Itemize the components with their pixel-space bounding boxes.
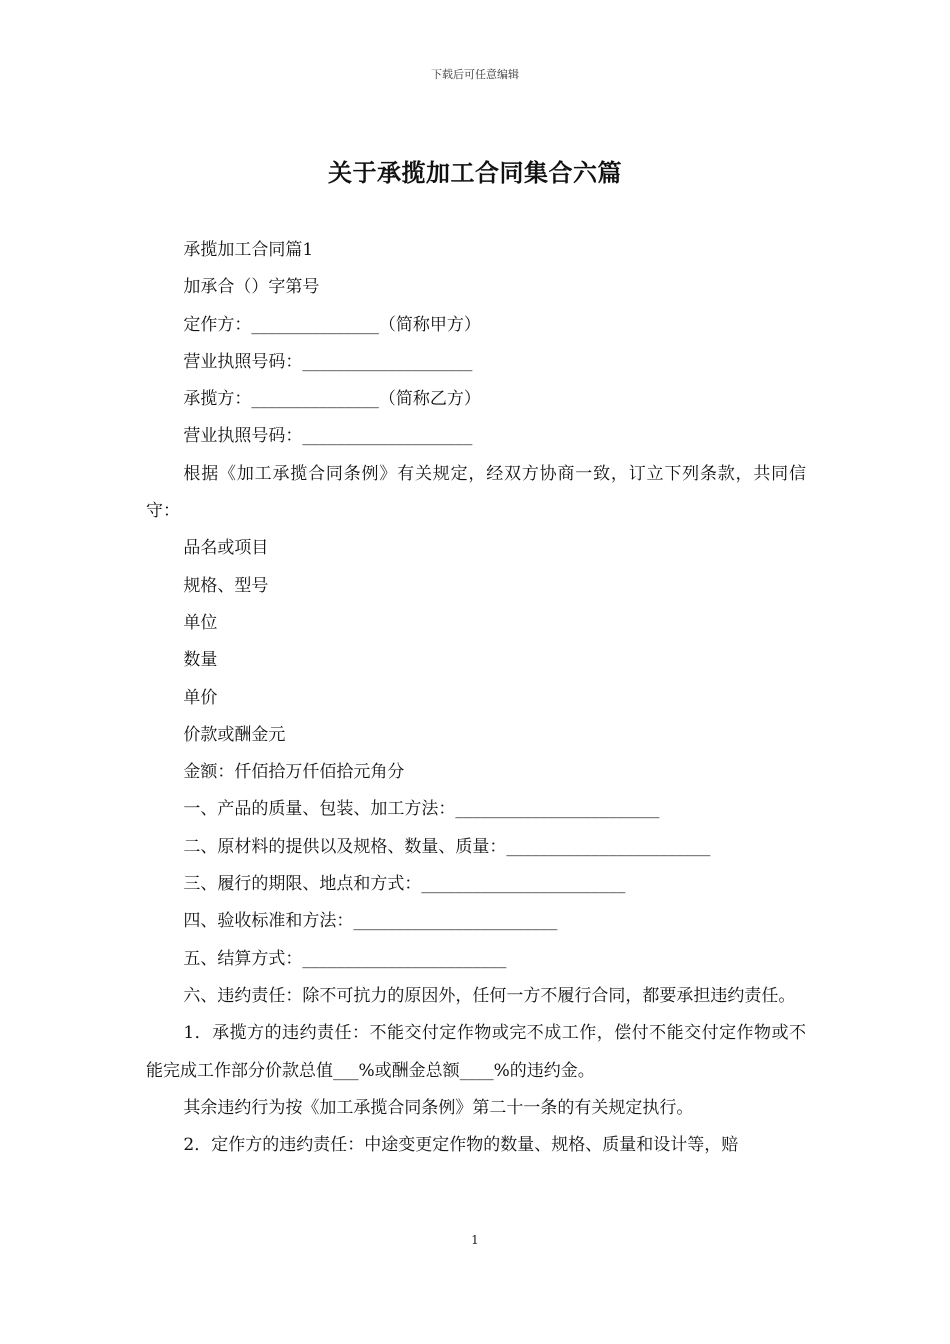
document-title: 关于承揽加工合同集合六篇: [328, 158, 622, 187]
paragraph: 单价: [183, 687, 218, 708]
paragraph: 加承合（）字第号: [183, 277, 320, 298]
paragraph: 四、验收标准和方法：________________________: [183, 911, 558, 932]
paragraph: 其余违约行为按《加工承揽合同条例》第二十一条的有关规定执行。: [183, 1097, 694, 1118]
page-header-note: 下载后可任意编辑: [431, 68, 519, 81]
paragraph: 规格、型号: [183, 575, 269, 596]
paragraph: 承揽加工合同篇1: [183, 240, 314, 260]
paragraph: 营业执照号码：____________________: [183, 426, 473, 447]
paragraph: 六、违约责任：除不可抗力的原因外，任何一方不履行合同，都要承担违约责任。: [183, 985, 796, 1006]
paragraph: 营业执照号码：____________________: [183, 351, 473, 372]
paragraph: 定作方：_______________（简称甲方）: [183, 314, 481, 335]
paragraph: 三、履行的期限、地点和方式：________________________: [183, 874, 626, 895]
paragraph: 承揽方：_______________（简称乙方）: [183, 389, 481, 410]
document-body: [146, 232, 806, 1164]
paragraph: 五、结算方式：________________________: [183, 948, 507, 969]
paragraph: 1．承揽方的违约责任：不能交付定作物或完不成工作，偿付不能交付定作物或不能完成工作部分价款总值___%或酬金总额____%的违约金。: [146, 1023, 806, 1081]
page-number: 1: [471, 1233, 479, 1247]
paragraph: 数量: [183, 650, 218, 671]
paragraph: 价款或酬金元: [183, 724, 286, 745]
paragraph: 一、产品的质量、包装、加工方法：________________________: [183, 799, 660, 820]
paragraph: 品名或项目: [183, 538, 269, 559]
paragraph: 金额：仟佰拾万仟佰拾元角分: [183, 762, 405, 783]
paragraph: 2．定作方的违约责任：中途变更定作物的数量、规格、质量和设计等，赔: [183, 1135, 739, 1156]
paragraph: 根据《加工承揽合同条例》有关规定，经双方协商一致，订立下列条款，共同信守：: [146, 463, 806, 522]
paragraph: 二、原材料的提供以及规格、数量、质量：________________________: [183, 836, 711, 857]
paragraph: 单位: [183, 612, 218, 633]
